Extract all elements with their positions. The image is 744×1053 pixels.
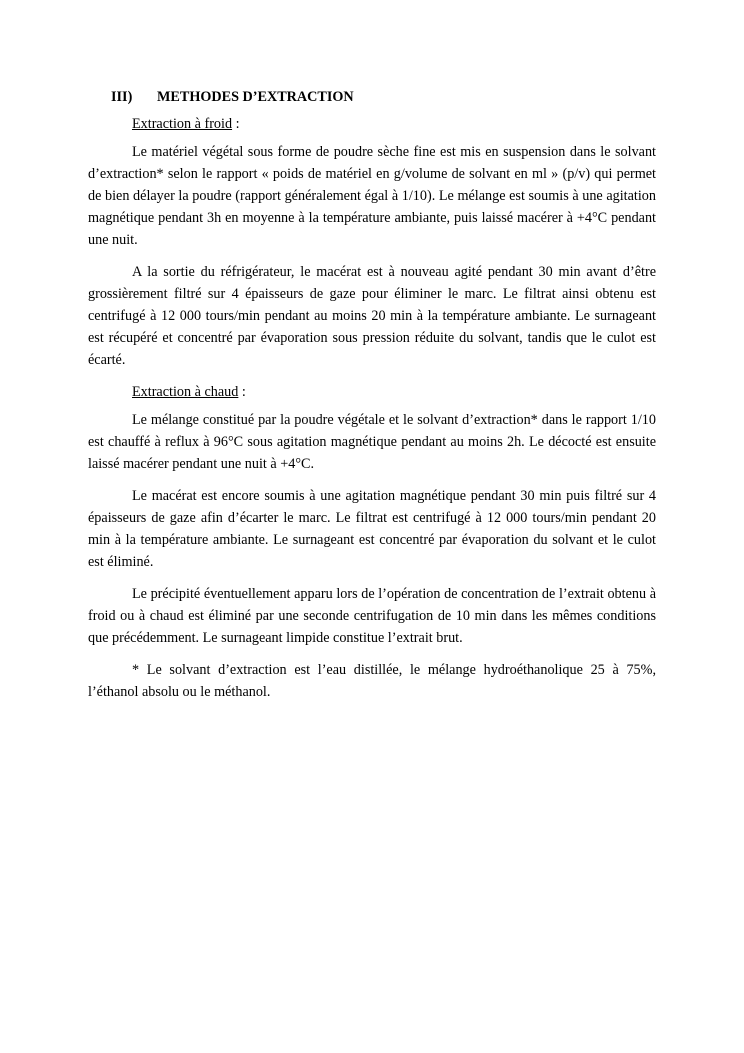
- cold-paragraph-2: A la sortie du réfrigérateur, le macérat est à nouveau agité pendant 30 min avant d’être grossièrement filtré sur 4 épaisseurs de gaze pour éliminer le marc. Le filtrat ainsi obtenu est centrifugé à 12 000 tours/min pendant au moins 20 min à la température ambiante. Le surnageant est récupéré et concentré par évaporation sous pression réduite du solvant, tandis que le culot est écarté.: [88, 264, 656, 368]
- hot-extraction-heading: [88, 381, 656, 403]
- cold-extraction-heading-text: Extraction à froid: [132, 116, 233, 132]
- hot-paragraph-2: Le macérat est encore soumis à une agitation magnétique pendant 30 min puis filtré sur 4 épaisseurs de gaze afin d’écarter le marc. Le filtrat est centrifugé à 12 000 tours/min pendant 20 min à la température ambiante. Le surnageant est concentré par évaporation du solvant et le culot est éliminé.: [88, 488, 656, 570]
- hot-paragraph-3: Le précipité éventuellement apparu lors de l’opération de concentration de l’extrait obtenu à froid ou à chaud est éliminé par une seconde centrifugation de 10 min dans les mêmes conditions que précédemment. Le surnageant limpide constitue l’extrait brut.: [88, 586, 656, 646]
- section-heading: [111, 86, 656, 108]
- cold-paragraph-1: Le matériel végétal sous forme de poudre sèche fine est mis en suspension dans le solvant d’extraction* selon le rapport « poids de matériel en g/volume de solvant en ml » (p/v) qui permet de bien délayer la poudre (rapport généralement égal à 1/10). Le mélange est soumis à une agitation magnétique pendant 3h en moyenne à la température ambiante, puis laissé macérer à +4°C pendant une nuit.: [88, 144, 656, 248]
- document-page: [88, 86, 656, 713]
- cold-extraction-heading: [88, 113, 656, 135]
- footnote-solvent: * Le solvant d’extraction est l’eau distillée, le mélange hydroéthanolique 25 à 75%, l’éthanol absolu ou le méthanol.: [88, 662, 656, 700]
- section-number: III): [111, 89, 133, 105]
- hot-paragraph-1: Le mélange constitué par la poudre végétale et le solvant d’extraction* dans le rapport 1/10 est chauffé à reflux à 96°C sous agitation magnétique pendant au moins 2h. Le décocté est ensuite laissé macérer pendant une nuit à +4°C.: [88, 412, 656, 472]
- section-title: METHODES D’EXTRACTION: [157, 89, 354, 105]
- hot-extraction-heading-suffix: :: [238, 384, 246, 400]
- cold-extraction-heading-suffix: :: [232, 116, 240, 132]
- hot-extraction-heading-text: Extraction à chaud: [132, 384, 239, 400]
